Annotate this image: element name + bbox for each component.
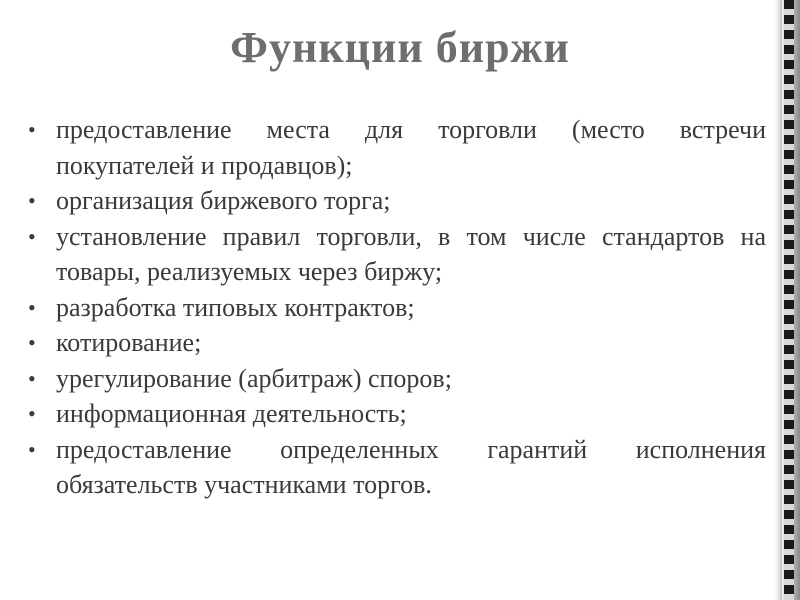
- bullet-marker: •: [28, 436, 36, 462]
- list-item-text: предоставление места для торговли (место встречи покупателей и продавцов);: [56, 115, 766, 180]
- list-item: [26, 219, 766, 290]
- bullet-marker: •: [28, 223, 36, 249]
- list-item: [26, 112, 766, 183]
- list-item-text: организация биржевого торга;: [56, 186, 391, 215]
- bullet-marker: •: [28, 117, 36, 142]
- film-strip-shadow: [776, 0, 782, 600]
- list-item: [26, 183, 766, 219]
- list-item-text: предоставление определенных гарантий исполнения обязательств участниками торгов.: [56, 434, 766, 499]
- list-item-text: котирование;: [56, 328, 202, 357]
- bullet-marker: •: [28, 188, 36, 213]
- list-item-text: урегулирование (арбитраж) споров;: [56, 363, 452, 393]
- bullet-marker: •: [28, 401, 36, 426]
- film-strip-decoration: [772, 0, 800, 600]
- list-item-text: информационная деятельность;: [56, 399, 407, 428]
- bullet-marker: •: [28, 365, 36, 391]
- list-item: [26, 432, 766, 503]
- list-item: [26, 325, 766, 361]
- film-strip-perforation: [784, 0, 794, 600]
- slide-title: Функции биржи: [230, 23, 570, 72]
- list-item-text: установление правил торговли, в том числе стандартов на товары, реализуемых через биржу;: [56, 221, 766, 286]
- bullet-marker: •: [28, 294, 36, 320]
- bullet-marker: •: [28, 330, 36, 355]
- list-item: [26, 361, 766, 397]
- list-item: [26, 396, 766, 432]
- list-item: [26, 290, 766, 326]
- list-item-text: разработка типовых контрактов;: [56, 292, 415, 322]
- bullet-list: [26, 112, 766, 503]
